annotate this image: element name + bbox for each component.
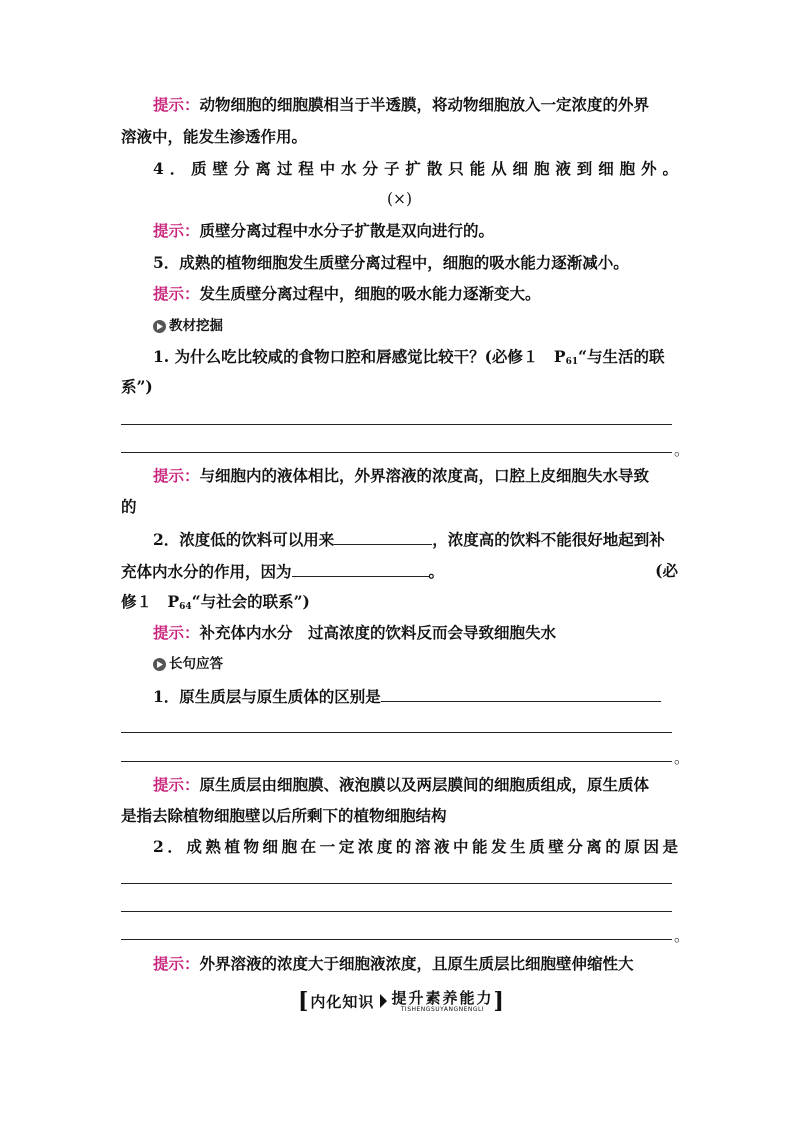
arrow-right-icon <box>380 994 387 1008</box>
answer-blank-line[interactable] <box>121 424 672 425</box>
answer-mark: (×) <box>386 190 413 208</box>
answer-blank-line[interactable] <box>121 911 672 912</box>
section-banner <box>298 988 504 1014</box>
answer-blank-line[interactable] <box>121 939 672 940</box>
answer-blank-line[interactable] <box>121 452 672 453</box>
textbook-question-1 <box>153 347 678 372</box>
banner-left-text: 内化知识 <box>310 992 375 1011</box>
hint-text: 质壁分离过程中水分子扩散是双向进行的。 <box>199 221 495 240</box>
answer-blank-line[interactable] <box>121 732 672 733</box>
question-text: 。 <box>428 562 445 581</box>
question-text: 1．原生质层与原生质体的区别是 <box>153 687 381 706</box>
page-subscript: 61 <box>565 357 579 367</box>
answer-blank-line[interactable] <box>121 883 672 884</box>
question-text: ，浓度高的饮料不能很好地起到补 <box>432 530 665 549</box>
question-5: 5．成熟的植物细胞发生质壁分离过程中，细胞的吸水能力逐渐减小。 <box>153 253 629 272</box>
fill-blank[interactable] <box>334 529 432 545</box>
question-text: 2．浓度低的饮料可以用来 <box>153 530 335 549</box>
banner-pinyin: TISHENGSUYANGNENGLI <box>400 1005 485 1013</box>
banner-right <box>391 990 493 1013</box>
question-text: 1. 为什么吃比较咸的食物口腔和唇感觉比较干？(必修１ P <box>153 347 566 366</box>
textbook-question-2 <box>153 529 678 550</box>
page-subscript: 64 <box>179 602 192 612</box>
hint-line <box>153 466 678 486</box>
hint-text: 补充体内水分 过高浓度的饮料反而会导致细胞失水 <box>199 623 557 642</box>
hint-line-cont: 溶液中，能发生渗透作用。 <box>121 127 308 146</box>
hint-text-cont: 的 <box>121 497 137 516</box>
answer-blank-line[interactable] <box>121 761 672 762</box>
play-circle-icon <box>153 658 166 671</box>
hint-text: 原生质层由细胞膜、液泡膜以及两层膜间的细胞质组成，原生质体 <box>199 775 650 794</box>
section-title: 教材挖掘 <box>169 318 223 334</box>
hint-line <box>153 623 678 643</box>
fill-blank[interactable] <box>381 686 661 702</box>
hint-line <box>153 954 678 974</box>
hint-label: 提示： <box>153 623 200 642</box>
hint-label: 提示： <box>153 775 200 794</box>
hint-label: 提示： <box>153 284 200 303</box>
bracket-right: ] <box>493 988 504 1014</box>
banner-right-text: 提升素养能力 <box>391 988 494 1007</box>
hint-label: 提示： <box>153 95 200 114</box>
long-question-2: 2．成熟植物细胞在一定浓度的溶液中能发生质壁分离的原因是 <box>153 837 678 856</box>
hint-text-cont: 是指去除植物细胞壁以后所剩下的植物细胞结构 <box>121 806 447 825</box>
hint-text: 与细胞内的液体相比，外界溶液的浓度高，口腔上皮细胞失水导致 <box>199 466 650 485</box>
hint-label: 提示： <box>153 221 200 240</box>
hint-line <box>153 221 678 241</box>
period-mark: 。 <box>674 927 690 945</box>
question-text: “与社会的联系”) <box>191 592 310 611</box>
question-4: 4．质壁分离过程中水分子扩散只能从细胞液到细胞外。 <box>153 159 678 178</box>
question-text: “与生活的联 <box>578 347 665 366</box>
bracket-left: [ <box>298 988 309 1014</box>
hint-text: 发生质壁分离过程中，细胞的吸水能力逐渐变大。 <box>199 284 541 303</box>
question-text-cont: 系”) <box>121 377 153 396</box>
section-header-textbook <box>153 317 223 335</box>
question-text-cont <box>121 561 678 582</box>
hint-line <box>153 284 678 304</box>
question-text: (必 <box>655 561 678 580</box>
hint-label: 提示： <box>153 466 200 485</box>
hint-line <box>153 95 678 115</box>
hint-line <box>153 775 678 795</box>
section-header-long-answer <box>153 655 223 673</box>
question-text: 修１ P <box>121 592 180 611</box>
fill-blank[interactable] <box>292 561 429 577</box>
question-text: 充体内水分的作用，因为 <box>121 562 292 581</box>
long-question-1 <box>153 686 678 707</box>
period-mark: 。 <box>674 749 690 767</box>
question-text-cont <box>121 592 678 617</box>
hint-text: 动物细胞的细胞膜相当于半透膜，将动物细胞放入一定浓度的外界 <box>199 95 650 114</box>
period-mark: 。 <box>674 441 690 459</box>
hint-label: 提示： <box>153 954 200 973</box>
play-circle-icon <box>153 320 166 333</box>
section-title: 长句应答 <box>169 656 223 672</box>
hint-text: 外界溶液的浓度大于细胞液浓度，且原生质层比细胞壁伸缩性大 <box>199 954 634 973</box>
